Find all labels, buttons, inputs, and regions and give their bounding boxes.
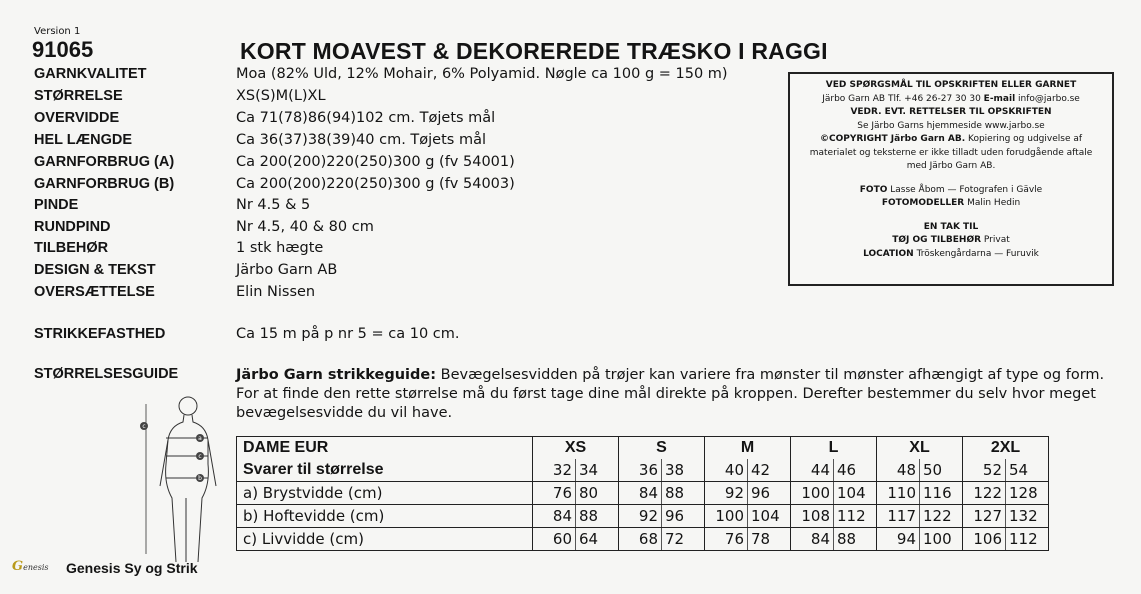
infobox-copyright-end: med Järbo Garn AB. [906,161,996,171]
spec-label: GARNFORBRUG (B) [34,176,175,192]
table-cell: 88 [662,482,705,505]
table-cell: 60 [533,528,576,551]
table-cell: 110 [877,482,920,505]
gauge-label: STRIKKEFASTHED [34,326,166,342]
table-row [237,528,1049,551]
table-cell: 88 [834,528,877,551]
table-cell: 100 [920,528,963,551]
row-label: a) Brystvidde (cm) [237,482,533,505]
spec-label: GARNFORBRUG (A) [34,154,175,170]
spec-value: XS(S)M(L)XL [236,88,326,104]
spec-label: PINDE [34,197,79,213]
spec-label: STØRRELSE [34,88,123,104]
row-label: b) Hoftevidde (cm) [237,505,533,528]
table-row [237,482,1049,505]
size-guide-text: Järbo Garn strikkeguide: Bevægelsesvidden på trøjer kan variere fra mønster til mønster afhængigt af type og form. For at finde den rette størrelse må du først tage dine mål direkte på kroppen. Derefter bestemmer du selv hvor meget bevægelsesvidde du vil have. [236,367,1105,421]
spec-label: RUNDPIND [34,219,111,235]
figure-label: c [142,423,146,430]
table-row [237,505,1049,528]
spec-value: 1 stk hægte [236,240,324,256]
infobox-copyright-cont: materialet og teksterne er ikke tilladt uden forudgående aftale [809,147,1093,158]
size-header: 2XL [963,437,1049,460]
table-cell: 38 [662,459,705,482]
spec-value: Ca 200(200)220(250)300 g (fv 54003) [236,176,515,192]
table-cell: 84 [533,505,576,528]
figure-label: a [198,435,202,442]
spec-value: Nr 4.5 & 5 [236,197,311,213]
table-cell: 76 [533,482,576,505]
spec-value: Elin Nissen [236,284,316,300]
table-cell: 96 [662,505,705,528]
table-cell: 92 [705,482,748,505]
shop-name: Genesis Sy og Strik [66,560,198,576]
infobox-thanks: EN TAK TIL [923,221,979,232]
spec-label: OVERVIDDE [34,110,120,126]
table-cell: 108 [791,505,834,528]
table-cell: 68 [619,528,662,551]
table-cell: 104 [748,505,791,528]
table-cell: 80 [576,482,619,505]
table-cell: 122 [920,505,963,528]
spec-label: HEL LÆNGDE [34,132,133,148]
spec-label: GARNKVALITET [34,66,147,82]
table-cell: 46 [834,459,877,482]
size-header: L [791,437,877,460]
table-cell: 64 [576,528,619,551]
table-cell: 42 [748,459,791,482]
infobox-copyright: ©COPYRIGHT Järbo Garn AB. Kopiering og udgivelse af [819,134,1083,144]
table-cell: 48 [877,459,920,482]
infobox-clothes: TØJ OG TILBEHØR Privat [892,235,1010,245]
table-cell: 34 [576,459,619,482]
spec-value: Järbo Garn AB [236,262,338,278]
table-cell: 104 [834,482,877,505]
pattern-number: 91065 [32,37,94,62]
table-cell: 100 [791,482,834,505]
table-cell: 112 [1006,528,1049,551]
pattern-title: KORT MOAVEST & DEKOREREDE TRÆSKO I RAGGI [240,38,828,64]
infobox-models: FOTOMODELLER Malin Hedin [881,198,1021,208]
table-cell: 100 [705,505,748,528]
table-header-row [237,437,1049,460]
infobox-photo: FOTO Lasse Åbom — Fotografen i Gävle [859,184,1043,195]
table-cell: 94 [877,528,920,551]
table-cell: 132 [1006,505,1049,528]
table-cell: 112 [834,505,877,528]
size-table [236,436,1049,551]
version-label: Version 1 [34,26,81,37]
table-cell: 78 [748,528,791,551]
table-cell: 40 [705,459,748,482]
table-cell: 116 [920,482,963,505]
spec-value: Ca 200(200)220(250)300 g (fv 54001) [236,154,515,170]
spec-label: OVERSÆTTELSE [34,284,155,300]
size-header: XL [877,437,963,460]
infobox-location: LOCATION Tröskengårdarna — Furuvik [863,248,1039,259]
infobox-contact: Järbo Garn AB Tlf. +46 26-27 30 30 E-mail info@jarbo.se [822,93,1080,104]
table-cell: 50 [920,459,963,482]
table-cell: 122 [963,482,1006,505]
figure-label: c [198,453,202,460]
table-cell: 54 [1006,459,1049,482]
gauge-value: Ca 15 m på p nr 5 = ca 10 cm. [236,326,460,342]
table-cell: 72 [662,528,705,551]
spec-value: Ca 36(37)38(39)40 cm. Tøjets mål [236,132,486,148]
table-cell: 96 [748,482,791,505]
table-cell: 128 [1006,482,1049,505]
table-subheader-label: Svarer til størrelse [237,459,533,482]
size-header: S [619,437,705,460]
infobox-heading: VED SPØRGSMÅL TIL OPSKRIFTEN ELLER GARNET [825,80,1077,90]
infobox-corrections-heading: VEDR. EVT. RETTELSER TIL OPSKRIFTEN [850,107,1052,117]
figure-label: b [198,475,202,482]
table-cell: 106 [963,528,1006,551]
size-header: M [705,437,791,460]
infobox-website: Se Järbo Garns hjemmeside www.jarbo.se [857,120,1045,131]
table-cell: 117 [877,505,920,528]
table-cell: 32 [533,459,576,482]
table-cell: 84 [791,528,834,551]
spec-value: Nr 4.5, 40 & 80 cm [236,219,374,235]
table-header-label: DAME EUR [237,437,533,460]
table-cell: 84 [619,482,662,505]
contact-info-box [788,72,1114,286]
size-guide-label: STØRRELSESGUIDE [34,366,179,382]
table-cell: 44 [791,459,834,482]
body-measure-figure-icon [136,394,226,564]
spec-label: TILBEHØR [34,240,109,256]
table-cell: 127 [963,505,1006,528]
row-label: c) Livvidde (cm) [237,528,533,551]
table-cell: 36 [619,459,662,482]
spec-label: DESIGN & TEKST [34,262,156,278]
table-cell: 52 [963,459,1006,482]
table-cell: 92 [619,505,662,528]
genesis-logo: Genesis [12,559,49,574]
table-cell: 88 [576,505,619,528]
table-subheader-row [237,459,1049,482]
table-cell: 76 [705,528,748,551]
spec-value: Ca 71(78)86(94)102 cm. Tøjets mål [236,110,496,126]
spec-value: Moa (82% Uld, 12% Mohair, 6% Polyamid. Nøgle ca 100 g = 150 m) [236,66,728,82]
size-header: XS [533,437,619,460]
